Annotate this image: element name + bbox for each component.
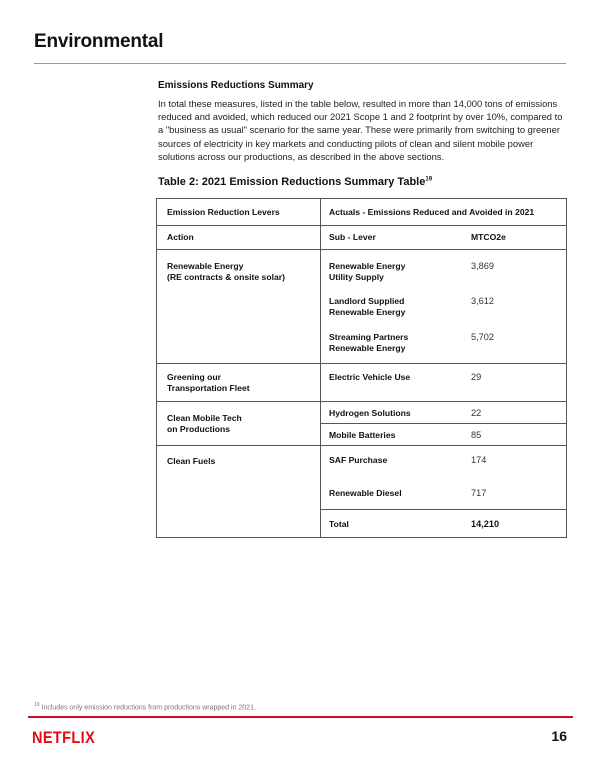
row-divider <box>157 363 566 364</box>
sub-lever-renewable-diesel: Renewable Diesel <box>329 488 402 498</box>
value-hydrogen: 22 <box>471 408 482 418</box>
table-caption <box>158 176 432 188</box>
footnote <box>34 702 256 711</box>
header-sub-lever: Sub - Lever <box>329 232 376 242</box>
sub-lever-streaming-partners: Streaming Partners Renewable Energy <box>329 332 409 353</box>
emissions-table <box>156 198 567 538</box>
total-label: Total <box>329 519 349 529</box>
value-saf-purchase: 174 <box>471 455 487 465</box>
row-divider <box>157 401 566 402</box>
sub-lever-hydrogen: Hydrogen Solutions <box>329 408 411 418</box>
sub-lever-saf-purchase: SAF Purchase <box>329 455 388 465</box>
sub-lever-utility-supply: Renewable Energy Utility Supply <box>329 261 406 282</box>
footnote-number: 19 <box>34 702 40 708</box>
action-clean-fuels: Clean Fuels <box>167 456 216 466</box>
sub-lever-mobile-batteries: Mobile Batteries <box>329 430 396 440</box>
total-value: 14,210 <box>471 519 500 529</box>
footer-divider <box>28 716 573 718</box>
row-divider <box>157 249 566 250</box>
value-streaming-partners: 5,702 <box>471 332 494 342</box>
action-clean-mobile-tech: Clean Mobile Tech on Productions <box>167 413 242 434</box>
table-caption-footnote-ref: 19 <box>425 176 433 183</box>
header-levers: Emission Reduction Levers <box>167 207 280 217</box>
header-actuals: Actuals - Emissions Reduced and Avoided in 2021 <box>329 207 535 217</box>
sub-lever-electric-vehicle: Electric Vehicle Use <box>329 372 411 382</box>
page-number: 16 <box>551 728 567 744</box>
header-unit: MTCO2e <box>471 232 506 242</box>
page-title: Environmental <box>34 31 164 52</box>
title-divider <box>34 63 566 64</box>
netflix-logo: NETFLIX <box>32 728 96 747</box>
action-transportation-fleet: Greening our Transportation Fleet <box>167 372 250 393</box>
header-action: Action <box>167 232 194 242</box>
table-caption-text: Table 2: 2021 Emission Reductions Summary Table <box>158 176 426 188</box>
footnote-text: Includes only emission reductions from productions wrapped in 2021. <box>41 704 256 712</box>
section-heading: Emissions Reductions Summary <box>158 80 314 91</box>
value-renewable-diesel: 717 <box>471 488 487 498</box>
value-utility-supply: 3,869 <box>471 261 494 271</box>
row-divider <box>320 423 566 424</box>
value-mobile-batteries: 85 <box>471 430 482 440</box>
sub-lever-landlord-supplied: Landlord Supplied Renewable Energy <box>329 296 406 317</box>
body-paragraph: In total these measures, listed in the table below, resulted in more than 14,000 tons of emissions reduced and avoided, which reduced our 2021 Scope 1 and 2 footprint by over 10%, compared to a "business as usual" scenario for the same year. These were primarily from switching to greener sources of electricity in key markets and conducting pilots of clean and silent mobile power solutions across our productions, as described in the above sections. <box>158 98 563 162</box>
value-landlord-supplied: 3,612 <box>471 296 494 306</box>
row-divider <box>320 509 566 510</box>
value-electric-vehicle: 29 <box>471 372 482 382</box>
row-divider <box>157 445 566 446</box>
action-renewable-energy: Renewable Energy (RE contracts & onsite solar) <box>167 261 285 282</box>
row-divider <box>157 225 566 226</box>
